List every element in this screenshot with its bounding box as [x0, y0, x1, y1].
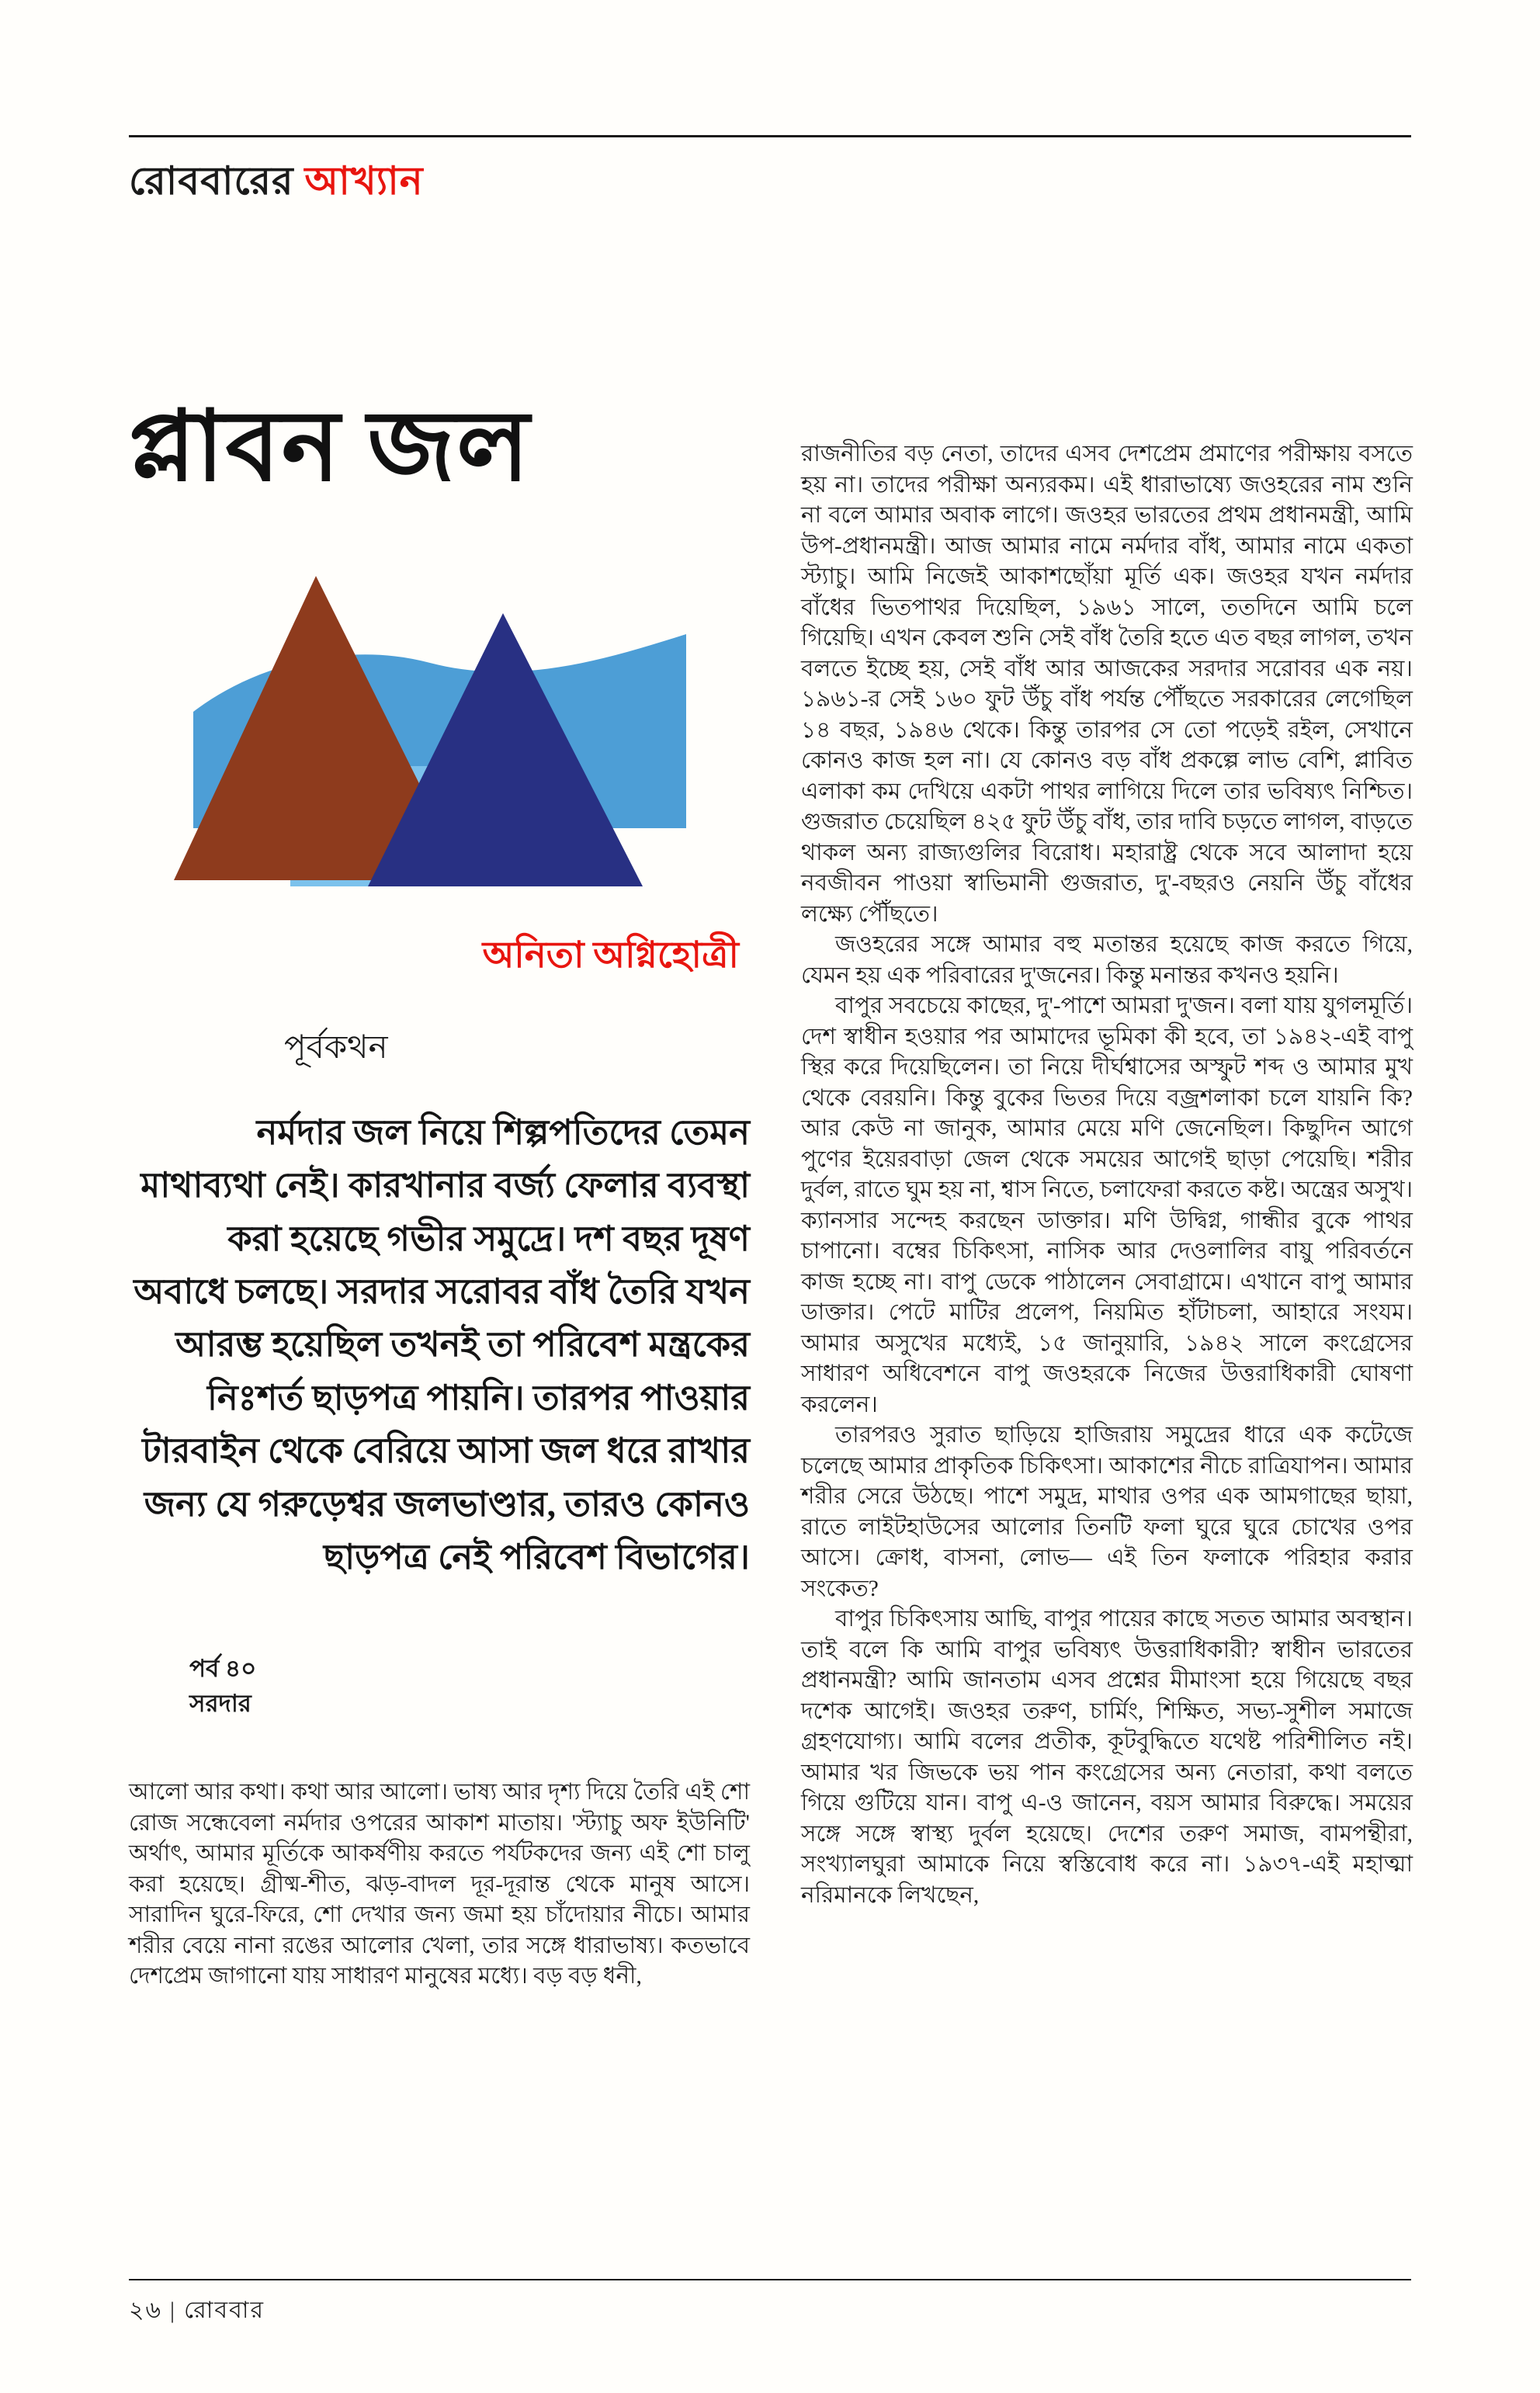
- body-paragraph: তারপরও সুরাত ছাড়িয়ে হাজিরায় সমুদ্রের ধারে এক কটেজে চলেছে আমার প্রাকৃতিক চিকিৎসা। আকাশের নীচে রাত্রিযাপন। আমার শরীর সেরে উঠছে। পাশে সমুদ্র, মাথার ওপর এক আমগাছের ছায়া, রাতে লাইটহাউসের আলোর তিনটি ফলা ঘুরে ঘুরে চোখের ওপর আসে। ক্রোধ, বাসনা, লোভ— এই তিন ফলাকে পরিহার করার সংকেত?: [801, 1423, 1413, 1601]
- bottom-rule: [129, 2279, 1411, 2280]
- body-paragraph: জওহরের সঙ্গে আমার বহু মতান্তর হয়েছে কাজ করতে গিয়ে, যেমন হয় এক পরিবারের দু'জনের। কিন্তু মনান্তর কখনও হয়নি।: [801, 932, 1413, 988]
- top-rule: [129, 135, 1411, 137]
- footer-separator: |: [170, 2298, 177, 2323]
- left-body-paragraph: আলো আর কথা। কথা আর আলো। ভাষ্য আর দৃশ্য দিয়ে তৈরি এই শো রোজ সন্ধেবেলা নর্মদার ওপরের আকাশ মাতায়। 'স্ট্যাচু অফ ইউনিটি' অর্থাৎ, আমার মূর্তিকে আকর্ষণীয় করতে পর্যটকদের জন্য এই শো চালু করা হয়েছে। গ্রীষ্ম-শীত, ঝড়-বাদল দূর-দূরান্ত থেকে মানুষ আসে। সারাদিন ঘুরে-ফিরে, শো দেখার জন্য জমা হয় চাঁদোয়ার নীচে। আমার শরীর বেয়ে নানা রঙের আলোর খেলা, তার সঙ্গে ধারাভাষ্য। কতভাবে দেশপ্রেম জাগানো যায় সাধারণ মানুষের মধ্যে। বড় বড় ধনী,: [129, 1780, 750, 1989]
- article-title: প্লাবন জল: [129, 394, 532, 501]
- right-column: [801, 439, 1413, 1911]
- section-masthead: [129, 152, 424, 217]
- preface-label: পূর্বকথন: [284, 1029, 388, 1066]
- cover-illustration: [174, 545, 686, 886]
- episode-title: সরদার: [189, 1690, 251, 1718]
- episode-number: পর্ব ৪০: [189, 1655, 257, 1683]
- masthead-red-word: আখ্যান: [304, 159, 424, 203]
- footer-page-number: ২৬: [129, 2298, 163, 2323]
- body-paragraph: রাজনীতির বড় নেতা, তাদের এসব দেশপ্রেম প্রমাণের পরীক্ষায় বসতে হয় না। তাদের পরীক্ষা অন্যরকম। এই ধারাভাষ্যে জওহরের নাম শুনি না বলে আমার অবাক লাগে। জওহর ভারতের প্রথম প্রধানমন্ত্রী, আমি উপ-প্রধানমন্ত্রী। আজ আমার নামে নর্মদার বাঁধ, আমার নামে একতা স্ট্যাচু। আমি নিজেই আকাশছোঁয়া মূর্তি এক। জওহর যখন নর্মদার বাঁধের ভিতপাথর দিয়েছিল, ১৯৬১ সালে, ততদিনে আমি চলে গিয়েছি। এখন কেবল শুনি সেই বাঁধ তৈরি হতে এত বছর লাগল, তখন বলতে ইচ্ছে হয়, সেই বাঁধ আর আজকের সরদার সরোবর এক নয়। ১৯৬১-র সেই ১৬০ ফুট উঁচু বাঁধ পর্যন্ত পৌঁছতে সরকারের লেগেছিল ১৪ বছর, ১৯৪৬ থেকে। কিন্তু তারপর সে তো পড়েই রইল, সেখানে কোনও কাজ হল না। যে কোনও বড় বাঁধ প্রকল্পে লাভ বেশি, প্লাবিত এলাকা কম দেখিয়ে একটা পাথর লাগিয়ে দিলে তার ভবিষ্যৎ নিশ্চিত। গুজরাত চেয়েছিল ৪২৫ ফুট উঁচু বাঁধ, তার দাবি চড়তে লাগল, বাড়তে থাকল অন্য রাজ্যগুলির বিরোধ। মহারাষ্ট্র থেকে সবে আলাদা হয়ে নবজীবন পাওয়া স্বাভিমানী গুজরাত, দু'-বছরও নেয়নি উঁচু বাঁধের লক্ষ্যে পৌঁছতে।: [801, 442, 1413, 927]
- intro-standfirst: নর্মদার জল নিয়ে শিল্পপতিদের তেমন মাথাব্যথা নেই। কারখানার বর্জ্য ফেলার ব্যবস্থা করা হয়েছে গভীর সমুদ্রে। দশ বছর দূষণ অবাধে চলছে। সরদার সরোবর বাঁধ তৈরি যখন আরম্ভ হয়েছিল তখনই তা পরিবেশ মন্ত্রকের নিঃশর্ত ছাড়পত্র পায়নি। তারপর পাওয়ার টারবাইন থেকে বেরিয়ে আসা জল ধরে রাখার জন্য যে গরুড়েশ্বর জলভাণ্ডার, তারও কোনও ছাড়পত্র নেই পরিবেশ বিভাগের।: [134, 1112, 750, 1577]
- body-paragraph: বাপুর চিকিৎসায় আছি, বাপুর পায়ের কাছে সতত আমার অবস্থান। তাই বলে কি আমি বাপুর ভবিষ্যৎ উত্তরাধিকারী? স্বাধীন ভারতের প্রধানমন্ত্রী? আমি জানতাম এসব প্রশ্নের মীমাংসা হয়ে গিয়েছে বছর দশেক আগেই। জওহর তরুণ, চার্মিং, শিক্ষিত, সভ্য-সুশীল সমাজে গ্রহণযোগ্য। আমি বলের প্রতীক, কূটবুদ্ধিতে যথেষ্ট পরিশীলিত নই। আমার খর জিভকে ভয় পান কংগ্রেসের অন্য নেতারা, কথা বলতে গিয়ে গুটিয়ে যান। বাপু এ-ও জানেন, বয়স আমার বিরুদ্ধে। সময়ের সঙ্গে সঙ্গে স্বাস্থ্য দুর্বল হয়েছে। দেশের তরুণ সমাজ, বামপন্থীরা, সংখ্যালঘুরা আমাকে নিয়ে স্বস্তিবোধ করে না। ১৯৩৭-এই মহাত্মা নরিমানকে লিখছেন,: [801, 1607, 1413, 1908]
- mountains-water-artwork: [174, 545, 686, 886]
- episode-block: [189, 1652, 750, 1722]
- footer-magazine-name: রোববার: [184, 2298, 265, 2323]
- page-footer: [129, 2291, 265, 2331]
- left-column: [129, 392, 750, 1992]
- masthead-black-word: রোববারের: [129, 159, 294, 203]
- author-name: অনিতা অগ্নিহোত্রী: [482, 935, 739, 976]
- body-paragraph: বাপুর সবচেয়ে কাছের, দু'-পাশে আমরা দু'জন। বলা যায় যুগলমূর্তি। দেশ স্বাধীন হওয়ার পর আমাদের ভূমিকা কী হবে, তা ১৯৪২-এই বাপু স্থির করে দিয়েছিলেন। তা নিয়ে দীর্ঘশ্বাসের অস্ফুট শব্দ ও আমার মুখ থেকে বেরয়নি। কিন্তু বুকের ভিতর দিয়ে বজ্রশলাকা চলে যায়নি কি? আর কেউ না জানুক, আমার মেয়ে মণি জেনেছিল। কিছুদিন আগে পুণের ইয়েরবাড়া জেল থেকে সময়ের আগেই ছাড়া পেয়েছি। শরীর দুর্বল, রাতে ঘুম হয় না, শ্বাস নিতে, চলাফেরা করতে কষ্ট। অন্ত্রের অসুখ। ক্যানসার সন্দেহ করছেন ডাক্তার। মণি উদ্বিগ্ন, গান্ধীর বুকে পাথর চাপানো। বম্বের চিকিৎসা, নাসিক আর দেওলালির বায়ু পরিবর্তনে কাজ হচ্ছে না। বাপু ডেকে পাঠালেন সেবাগ্রামে। এখানে বাপু আমার ডাক্তার। পেটে মাটির প্রলেপ, নিয়মিত হাঁটাচলা, আহারে সংযম। আমার অসুখের মধ্যেই, ১৫ জানুয়ারি, ১৯৪২ সালে কংগ্রেসের সাধারণ অধিবেশনে বাপু জওহরকে নিজের উত্তরাধিকারী ঘোষণা করলেন।: [801, 994, 1413, 1417]
